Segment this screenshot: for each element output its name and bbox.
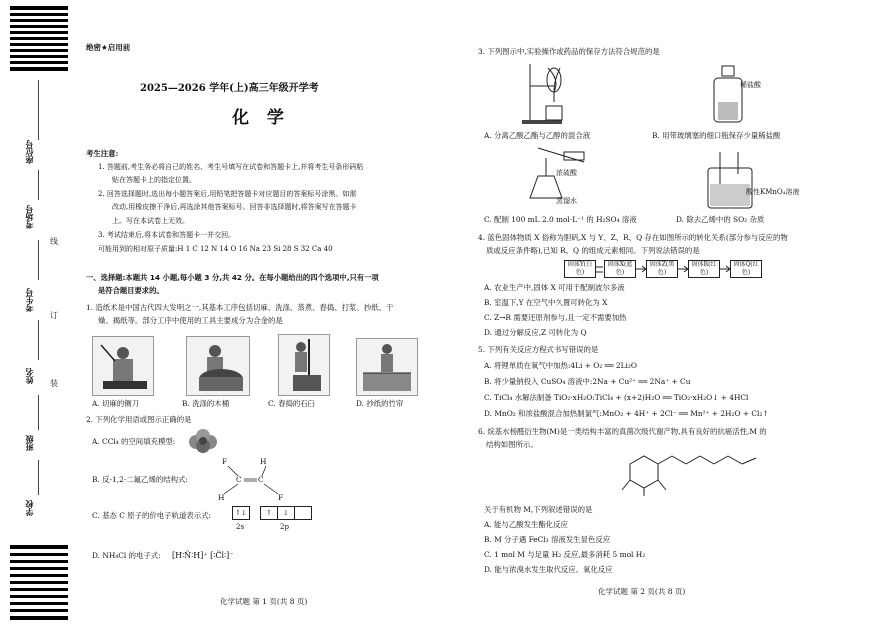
q3-option-c: C. 配制 100 mL 2.0 mol·L⁻¹ 的 H₂SO₄ 溶液 xyxy=(484,215,637,224)
note-line: 上。写在本试卷上无效。 xyxy=(112,217,189,225)
field-id: 考生号 xyxy=(25,288,34,312)
q6-prompt: 关于有机物 M,下列叙述错误的是 xyxy=(484,505,593,514)
q6-option-a: A. 能与乙酸发生酯化反应 xyxy=(484,520,568,529)
q2-option-d: D. NH₄Cl 的电子式: xyxy=(92,551,161,560)
q1-option-a: A. 切麻的铡刀 xyxy=(92,399,139,408)
compound-m-structure xyxy=(610,450,760,500)
q6-option-b: B. M 分子遇 FeCl₃ 溶液发生显色反应 xyxy=(484,535,611,544)
field-seat: 座位号 xyxy=(25,140,34,164)
stone-mortar-image xyxy=(278,334,330,396)
reagent-bottle xyxy=(706,62,766,126)
orbital-label-2s: 2s xyxy=(236,523,245,531)
kmno4-label: 酸性KMnO₄溶液 xyxy=(746,188,800,196)
water-label: 蒸馏水 xyxy=(556,197,577,205)
ccl4-space-filling-model xyxy=(186,428,220,454)
conversion-arrows xyxy=(594,262,734,276)
section-header-cont: 是符合题目要求的。 xyxy=(98,286,164,295)
page-footer-1: 化学试题 第 1 页(共 8 页) xyxy=(220,597,308,606)
solid-y-box: 固体Y(白色) xyxy=(564,260,596,278)
q3-option-d: D. 除去乙烯中的 SO₂ 杂质 xyxy=(676,215,765,224)
q4-option-d: D. 通过分解反应,Z 可转化为 Q xyxy=(484,328,587,337)
q4-option-a: A. 农业生产中,固体 X 可用于配制波尔多液 xyxy=(484,283,625,292)
orbital-2s: ↑↓ xyxy=(232,506,250,520)
section-header: 一、选择题:本题共 14 小题,每小题 3 分,共 42 分。在每小题给出的四个选项中,只有一项 xyxy=(86,273,379,282)
q5-option-b: B. 将少量钠投入 CuSO₄ 溶液中:2Na + Cu²⁺ ══ 2Na⁺ + Cu xyxy=(484,377,691,386)
q3-option-b: B. 用带玻璃塞的细口瓶保存少量稀盐酸 xyxy=(652,131,781,140)
difluoroethene-structure: F H C C H F xyxy=(218,457,284,502)
question-2: 2. 下列化学用语或图示正确的是 xyxy=(86,415,192,424)
question-6: 6. 烷基水杨醛衍生物(M)是一类结构丰富的真菌次级代谢产物,具有良好的抗癌活性,M 的 xyxy=(478,427,767,436)
q2-option-c: C. 基态 C 原子的价电子轨道表示式: xyxy=(92,511,212,520)
q5-option-a: A. 将锂单质在氧气中加热:4Li + O₂ ══ 2Li₂O xyxy=(484,361,637,370)
separatory-funnel-apparatus xyxy=(520,58,580,126)
field-name: 姓名 xyxy=(25,368,34,384)
question-5: 5. 下列有关反应方程式书写错误的是 xyxy=(478,345,599,354)
q5-option-c: C. TiCl₄ 水解法制备 TiO₂·xH₂O:TiCl₄ + (x+2)H₂O ══ TiO₂·xH₂O↓ + 4HCl xyxy=(484,393,749,402)
mark-bind: 订 xyxy=(50,311,58,320)
note-line: 改动,用橡皮擦干净后,再选涂其他答案标号。回答非选择题时,将答案写在答题卡 xyxy=(112,203,357,211)
solid-q-box: 固体Q(红色) xyxy=(730,260,762,278)
question-4-cont: 质或反应条件略),已知 R、Q 的组成元素相同。下列说法错误的是 xyxy=(486,246,700,255)
question-3: 3. 下列图示中,实验操作或药品的保存方法符合规范的是 xyxy=(478,47,660,56)
q1-option-d: D. 抄纸的竹帘 xyxy=(356,399,404,408)
notes-title: 考生注意: xyxy=(86,149,119,158)
mark-pack: 装 xyxy=(50,379,58,388)
solid-x-box: 固体X(蓝色) xyxy=(604,260,636,278)
q1-option-b: B. 洗涤的木桶 xyxy=(182,399,230,408)
washing-bucket-image xyxy=(186,336,250,396)
solid-z-box: 固体Z(黑色) xyxy=(646,260,678,278)
orbital-label-2p: 2p xyxy=(280,523,289,531)
binding-strip xyxy=(0,0,72,630)
nh4cl-electron-formula: [H∶N̈∶H]⁺ [∶C̈l∶]⁻ xyxy=(172,551,234,560)
orbital-2p-1: ↑ xyxy=(260,506,278,520)
q1-option-c: C. 舂捣的石臼 xyxy=(268,399,316,408)
field-class: 班级 xyxy=(25,435,34,451)
question-6-cont: 结构如图所示。 xyxy=(486,440,538,449)
mark-line: 线 xyxy=(50,237,58,246)
cutting-hemp-image xyxy=(92,336,154,396)
bamboo-screen-image xyxy=(356,338,418,396)
atomic-masses: 可能用到的相对原子质量:H 1 C 12 N 14 O 16 Na 23 Si 28 S 32 Ca 40 xyxy=(98,245,333,253)
q3-option-a: A. 分离乙酸乙酯与乙醇的混合液 xyxy=(484,131,591,140)
gas-washing-bottle xyxy=(700,150,760,212)
solid-r-box: 固体R(红色) xyxy=(688,260,720,278)
question-4: 4. 蓝色固体物质 X 俗称为胆矾,X 与 Y、Z、R、Q 存在如图所示的转化关系(部分参与反应的物 xyxy=(478,233,788,242)
q2-option-b: B. 反-1,2-二氟乙烯的结构式: xyxy=(92,475,188,484)
q2-option-a: A. CCl₄ 的空间填充模型: xyxy=(92,437,176,446)
bottle-label: 稀盐酸 xyxy=(740,81,761,89)
note-line: 贴在答题卡上的指定位置。 xyxy=(112,176,196,184)
subject-title: 化 学 xyxy=(232,108,290,128)
q4-option-c: C. Z→R 需要还原剂参与,且一定不需要加热 xyxy=(484,313,627,322)
secret-label: 绝密★启用前 xyxy=(86,43,131,52)
orbital-2p-3 xyxy=(294,506,312,520)
q6-option-d: D. 能与浓溴水发生取代反应、氧化反应 xyxy=(484,565,613,574)
q5-option-d: D. MnO₂ 和浓盐酸混合加热制氯气:MnO₂ + 4H⁺ + 2Cl⁻ ══ Mn²⁺ + 2H₂O + Cl₂↑ xyxy=(484,409,769,418)
field-room: 考场号 xyxy=(25,205,34,229)
note-line: 3. 考试结束后,将本试卷和答题卡一并交回。 xyxy=(98,231,236,239)
question-1-cont: 燥、揭纸等。部分工序中使用的工具主要成分为合金的是 xyxy=(98,316,283,325)
question-1: 1. 造纸术是中国古代四大发明之一,其基本工序包括切麻、洗涤、蒸煮、舂捣、打浆、抄纸、干 xyxy=(86,303,394,312)
field-school: 学校 xyxy=(25,500,34,516)
q4-option-b: B. 室温下,Y 在空气中久置可转化为 X xyxy=(484,298,608,307)
q6-option-c: C. 1 mol M 与足量 H₂ 反应,最多消耗 5 mol H₂ xyxy=(484,550,646,559)
page-footer-2: 化学试题 第 2 页(共 8 页) xyxy=(598,587,686,596)
note-line: 1. 答题前,考生务必将自己的姓名、考生号填写在试卷和答题卡上,并将考生号条形码粘 xyxy=(98,163,364,171)
exam-title: 2025—2026 学年(上)高三年级开学考 xyxy=(140,83,319,94)
acid-label: 浓硫酸 xyxy=(556,169,577,177)
note-line: 2. 回答选择题时,选出每小题答案后,用铅笔把答题卡对应题目的答案标号涂黑。如需 xyxy=(98,190,357,198)
orbital-2p-2: ↓ xyxy=(277,506,295,520)
